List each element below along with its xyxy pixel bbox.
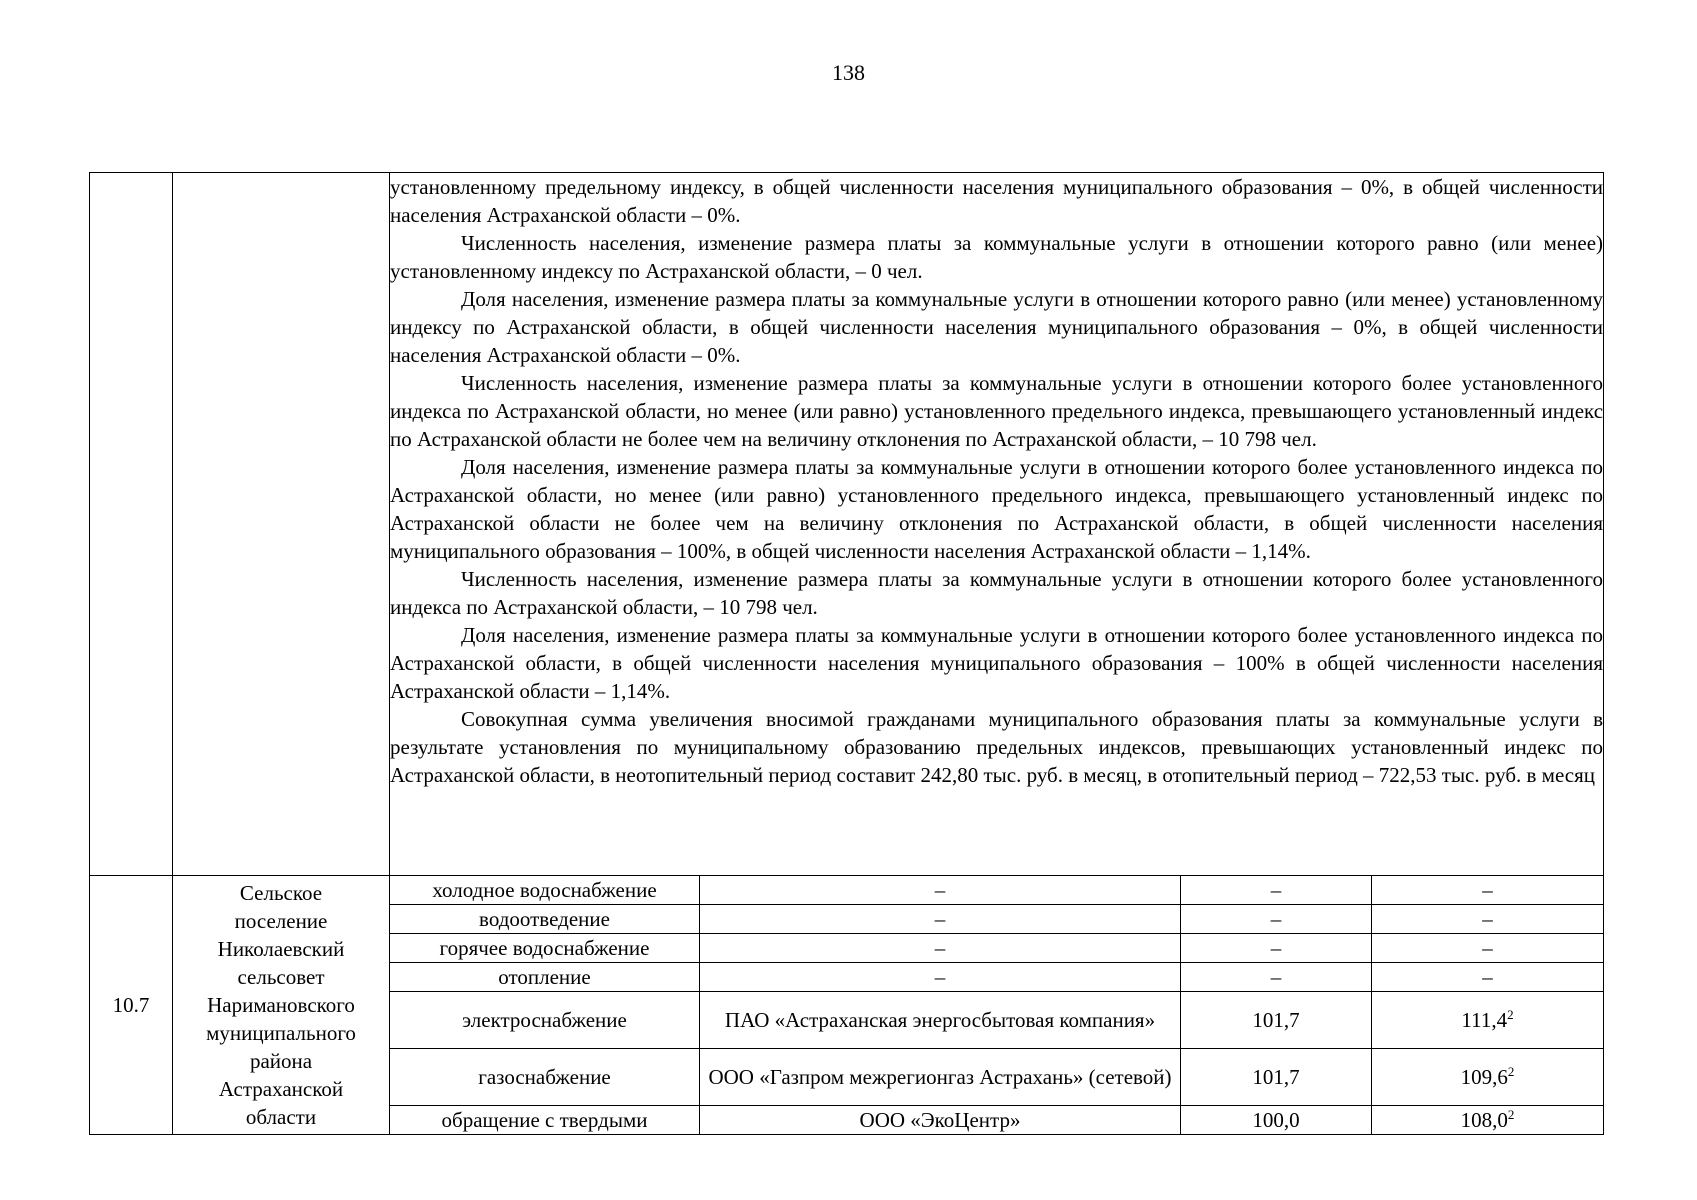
- service-name: газоснабжение: [390, 1049, 700, 1106]
- organization: ООО «ЭкоЦентр»: [700, 1106, 1181, 1135]
- limit-index-value: –: [1372, 876, 1604, 905]
- index-value: –: [1181, 934, 1372, 963]
- footnote-mark: 2: [1507, 1107, 1515, 1122]
- name-line: муниципального: [206, 1021, 356, 1045]
- limit-index-value: [1372, 992, 1604, 1049]
- tariff-table: [89, 172, 1604, 1135]
- organization: –: [700, 934, 1181, 963]
- name-line: Николаевский: [217, 937, 345, 961]
- service-name: отопление: [390, 963, 700, 992]
- organization: –: [700, 963, 1181, 992]
- index-value: 101,7: [1181, 1049, 1372, 1106]
- name-line: района: [249, 1049, 313, 1073]
- organization: –: [700, 876, 1181, 905]
- name-line: сельсовет: [237, 965, 325, 989]
- name-line: Наримановского: [207, 993, 355, 1017]
- paragraph: Численность населения, изменение размера платы за коммунальные услуги в отношении которого более установленного индекса по Астраханской области, – 10 798 чел.: [390, 567, 1604, 619]
- index-value: –: [1181, 905, 1372, 934]
- limit-index-value: –: [1372, 905, 1604, 934]
- value-text: 109,6: [1460, 1065, 1508, 1089]
- row-number: 10.7: [90, 876, 173, 1135]
- service-name: горячее водоснабжение: [390, 934, 700, 963]
- index-value: –: [1181, 876, 1372, 905]
- name-line: области: [245, 1105, 317, 1129]
- limit-index-value: –: [1372, 934, 1604, 963]
- footnote-mark: 2: [1507, 1064, 1515, 1079]
- paragraph: Доля населения, изменение размера платы за коммунальные услуги в отношении которого более установленного индекса по Астраханской области, но менее (или равно) установленного предельного индекса, превышающего установленный индекс по Астраханской области не более чем на величину отклонения по Астраханской области, в общей численности населения муниципального образования – 100%, в общей численности населения Астраханской области – 1,14%.: [390, 455, 1604, 563]
- name-line: Астраханской: [218, 1077, 344, 1101]
- index-value: 100,0: [1181, 1106, 1372, 1135]
- footnote-mark: 2: [1507, 1007, 1514, 1022]
- paragraph: установленному предельному индексу, в общей численности населения муниципального образования – 0%, в общей численности населения Астраханской области – 0%.: [390, 175, 1604, 227]
- paragraph: Численность населения, изменение размера платы за коммунальные услуги в отношении которого равно (или менее) установленному индексу по Астраханской области, – 0 чел.: [390, 231, 1604, 283]
- value-text: 111,4: [1461, 1008, 1508, 1032]
- paragraph: Численность населения, изменение размера платы за коммунальные услуги в отношении которого более установленного индекса по Астраханской области, но менее (или равно) установленного предельного индекса, превышающего установленный индекс по Астраханской области не более чем на величину отклонения по Астраханской области, – 10 798 чел.: [390, 371, 1604, 451]
- name-line: Сельское: [239, 881, 323, 905]
- num-cell-empty: [90, 173, 173, 876]
- page-number: 138: [832, 60, 865, 85]
- name-line: поселение: [234, 909, 328, 933]
- paragraph: Доля населения, изменение размера платы за коммунальные услуги в отношении которого более установленного индекса по Астраханской области, в общей численности населения муниципального образования – 100% в общей численности населения Астраханской области – 1,14%.: [390, 623, 1604, 703]
- service-name: водоотведение: [390, 905, 700, 934]
- table-row-service: [90, 876, 1604, 905]
- limit-index-value: [1372, 1049, 1604, 1106]
- name-cell-empty: [173, 173, 390, 876]
- service-name: обращение с твердыми: [390, 1106, 700, 1135]
- table-row-prev-continuation: [90, 173, 1604, 876]
- paragraph: Доля населения, изменение размера платы за коммунальные услуги в отношении которого равно (или менее) установленному индексу по Астраханской области, в общей численности населения муниципального образования – 0%, в общей численности населения Астраханской области – 0%.: [390, 287, 1604, 367]
- limit-index-value: –: [1372, 963, 1604, 992]
- value-text: 108,0: [1460, 1108, 1508, 1132]
- index-value: –: [1181, 963, 1372, 992]
- municipality-name: [173, 876, 390, 1135]
- organization: ООО «Газпром межрегионгаз Астрахань» (сетевой): [700, 1049, 1181, 1106]
- description-cell: [390, 173, 1604, 876]
- service-name: электроснабжение: [390, 992, 700, 1049]
- limit-index-value: [1372, 1106, 1604, 1135]
- paragraph: Совокупная сумма увеличения вносимой гражданами муниципального образования платы за коммунальные услуги в результате установления по муниципальному образованию предельных индексов, превышающих установленный индекс по Астраханской области, в неотопительный период составит 242,80 тыс. руб. в месяц, в отопительный период – 722,53 тыс. руб. в месяц: [390, 707, 1604, 787]
- index-value: 101,7: [1181, 992, 1372, 1049]
- organization: –: [700, 905, 1181, 934]
- service-name: холодное водоснабжение: [390, 876, 700, 905]
- organization: ПАО «Астраханская энергосбытовая компания»: [700, 992, 1181, 1049]
